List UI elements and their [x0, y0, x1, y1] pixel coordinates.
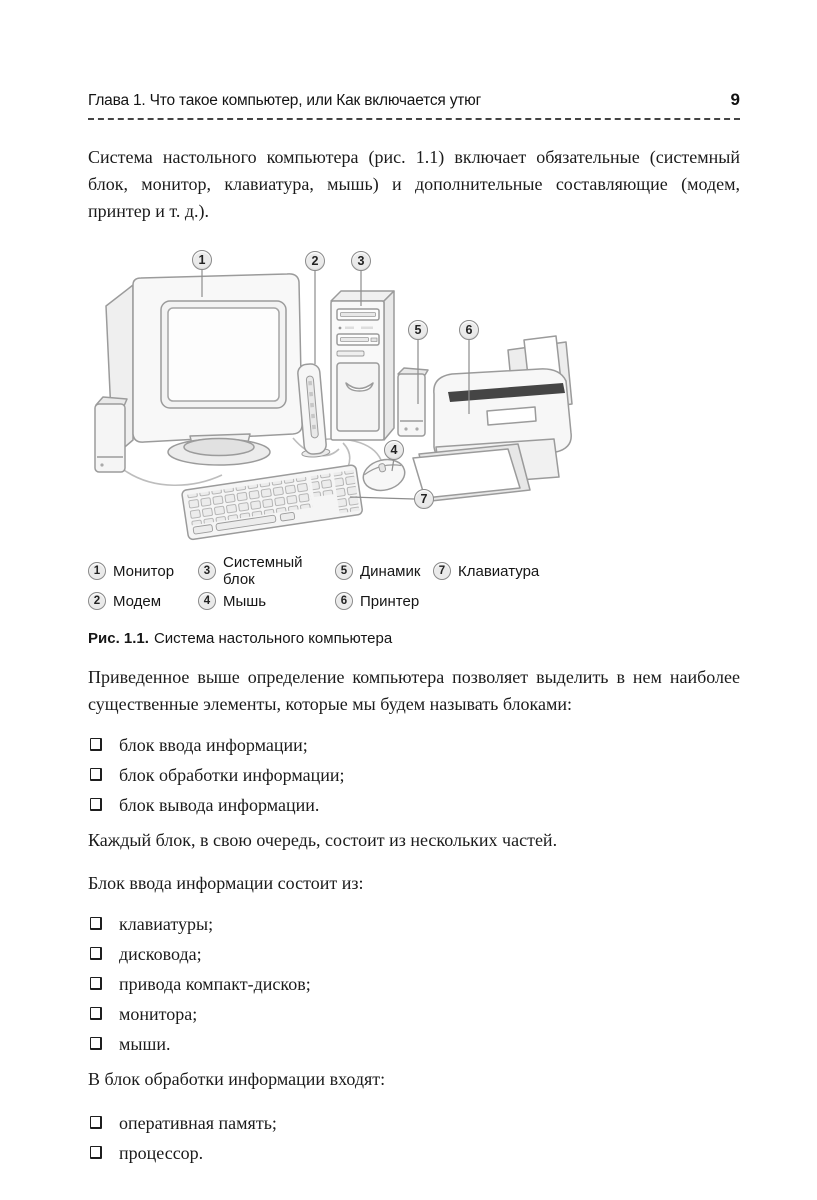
figure-callout-system-unit — [351, 251, 371, 271]
speaker-left-drawing — [95, 397, 127, 472]
legend-number: 7 — [433, 562, 451, 580]
figure-callout-modem — [305, 251, 325, 271]
list-blocks — [88, 732, 740, 818]
list-item-text: оперативная память; — [119, 1113, 277, 1133]
figure-legend — [88, 554, 740, 611]
list-item-text: блок вывода информации. — [119, 795, 320, 815]
callout-number: 1 — [198, 253, 206, 267]
list-item — [88, 1031, 740, 1057]
list-item-text: привода компакт-дисков; — [119, 974, 311, 994]
legend-number: 1 — [88, 562, 106, 580]
square-bullet-icon — [90, 1146, 102, 1159]
legend-label: Системный блок — [223, 554, 303, 588]
figure-callout-printer — [459, 320, 479, 340]
page-header — [88, 90, 740, 120]
square-bullet-icon — [90, 1007, 102, 1020]
list-item-text: монитора; — [119, 1004, 198, 1024]
computer-system-drawing — [88, 244, 608, 554]
figure-callout-speaker — [408, 320, 428, 340]
mouse-drawing — [360, 455, 408, 494]
legend-item — [433, 561, 740, 581]
list-item-text: мыши. — [119, 1034, 171, 1054]
figure-1-1 — [88, 244, 740, 647]
callout-number: 5 — [414, 323, 422, 337]
square-bullet-icon — [90, 768, 102, 781]
square-bullet-icon — [90, 798, 102, 811]
list-item — [88, 732, 740, 758]
figure-caption-label: Рис. 1.1. — [88, 630, 149, 647]
list-item — [88, 971, 740, 997]
paragraph-input-block: Блок ввода информации состоит из: — [88, 873, 364, 893]
figure-caption-text: Система настольного компьютера — [153, 630, 393, 647]
list-item-text: процессор. — [119, 1143, 204, 1163]
square-bullet-icon — [90, 917, 102, 930]
list-item — [88, 1140, 740, 1166]
paragraph-blocks-intro: Приведенное выше определение компьютера позволяет выделить в нем наиболее существенные элементы, которые мы будем называть блоками: — [88, 667, 740, 714]
list-item — [88, 1110, 740, 1136]
legend-number: 3 — [198, 562, 216, 580]
speaker-right-drawing — [398, 368, 428, 436]
list-item — [88, 941, 740, 967]
list-item-text: клавиатуры; — [119, 914, 214, 934]
legend-number: 5 — [335, 562, 353, 580]
legend-item — [335, 561, 433, 581]
figure-illustration — [88, 244, 608, 554]
system-unit-drawing — [331, 291, 394, 440]
list-item — [88, 911, 740, 937]
legend-item — [335, 591, 433, 611]
list-item — [88, 762, 740, 788]
list-input-parts — [88, 911, 740, 1057]
legend-number: 2 — [88, 592, 106, 610]
legend-label: Монитор — [113, 562, 175, 580]
page-number: 9 — [730, 90, 740, 109]
callout-number: 2 — [311, 254, 319, 268]
monitor-drawing — [106, 274, 302, 465]
keyboard-drawing — [181, 465, 362, 540]
square-bullet-icon — [90, 1037, 102, 1050]
callout-number: 3 — [357, 254, 365, 268]
paragraph-each-block: Каждый блок, в свою очередь, состоит из нескольких частей. — [88, 830, 558, 850]
figure-callout-monitor — [192, 250, 212, 270]
printer-drawing — [413, 336, 572, 501]
list-processing-parts — [88, 1110, 740, 1166]
list-item-text: блок обработки информации; — [119, 765, 345, 785]
callout-number: 7 — [420, 492, 428, 506]
legend-label: Клавиатура — [458, 562, 540, 580]
legend-item — [198, 591, 335, 611]
figure-caption — [88, 630, 740, 647]
list-item — [88, 792, 740, 818]
chapter-title: Глава 1. Что такое компьютер, или Как включается утюг — [88, 92, 482, 109]
legend-item — [88, 561, 198, 581]
legend-label: Принтер — [360, 592, 420, 610]
legend-number: 6 — [335, 592, 353, 610]
legend-item — [198, 554, 335, 588]
square-bullet-icon — [90, 947, 102, 960]
list-item-text: блок ввода информации; — [119, 735, 308, 755]
square-bullet-icon — [90, 738, 102, 751]
figure-callout-mouse — [384, 440, 404, 460]
square-bullet-icon — [90, 1116, 102, 1129]
intro-paragraph: Система настольного компьютера (рис. 1.1) включает обязательные (системный блок, монитор, клавиатура, мышь) и дополнительные составляющие (модем, принтер и т. д.). — [88, 147, 740, 221]
legend-number: 4 — [198, 592, 216, 610]
legend-item — [88, 591, 198, 611]
list-item — [88, 1001, 740, 1027]
figure-callout-keyboard — [414, 489, 434, 509]
legend-label: Модем — [113, 592, 162, 610]
legend-label: Мышь — [223, 592, 267, 610]
legend-label: Динамик — [360, 562, 421, 580]
square-bullet-icon — [90, 977, 102, 990]
paragraph-processing-block: В блок обработки информации входят: — [88, 1069, 386, 1089]
callout-number: 4 — [390, 443, 398, 457]
list-item-text: дисковода; — [119, 944, 202, 964]
callout-number: 6 — [465, 323, 473, 337]
